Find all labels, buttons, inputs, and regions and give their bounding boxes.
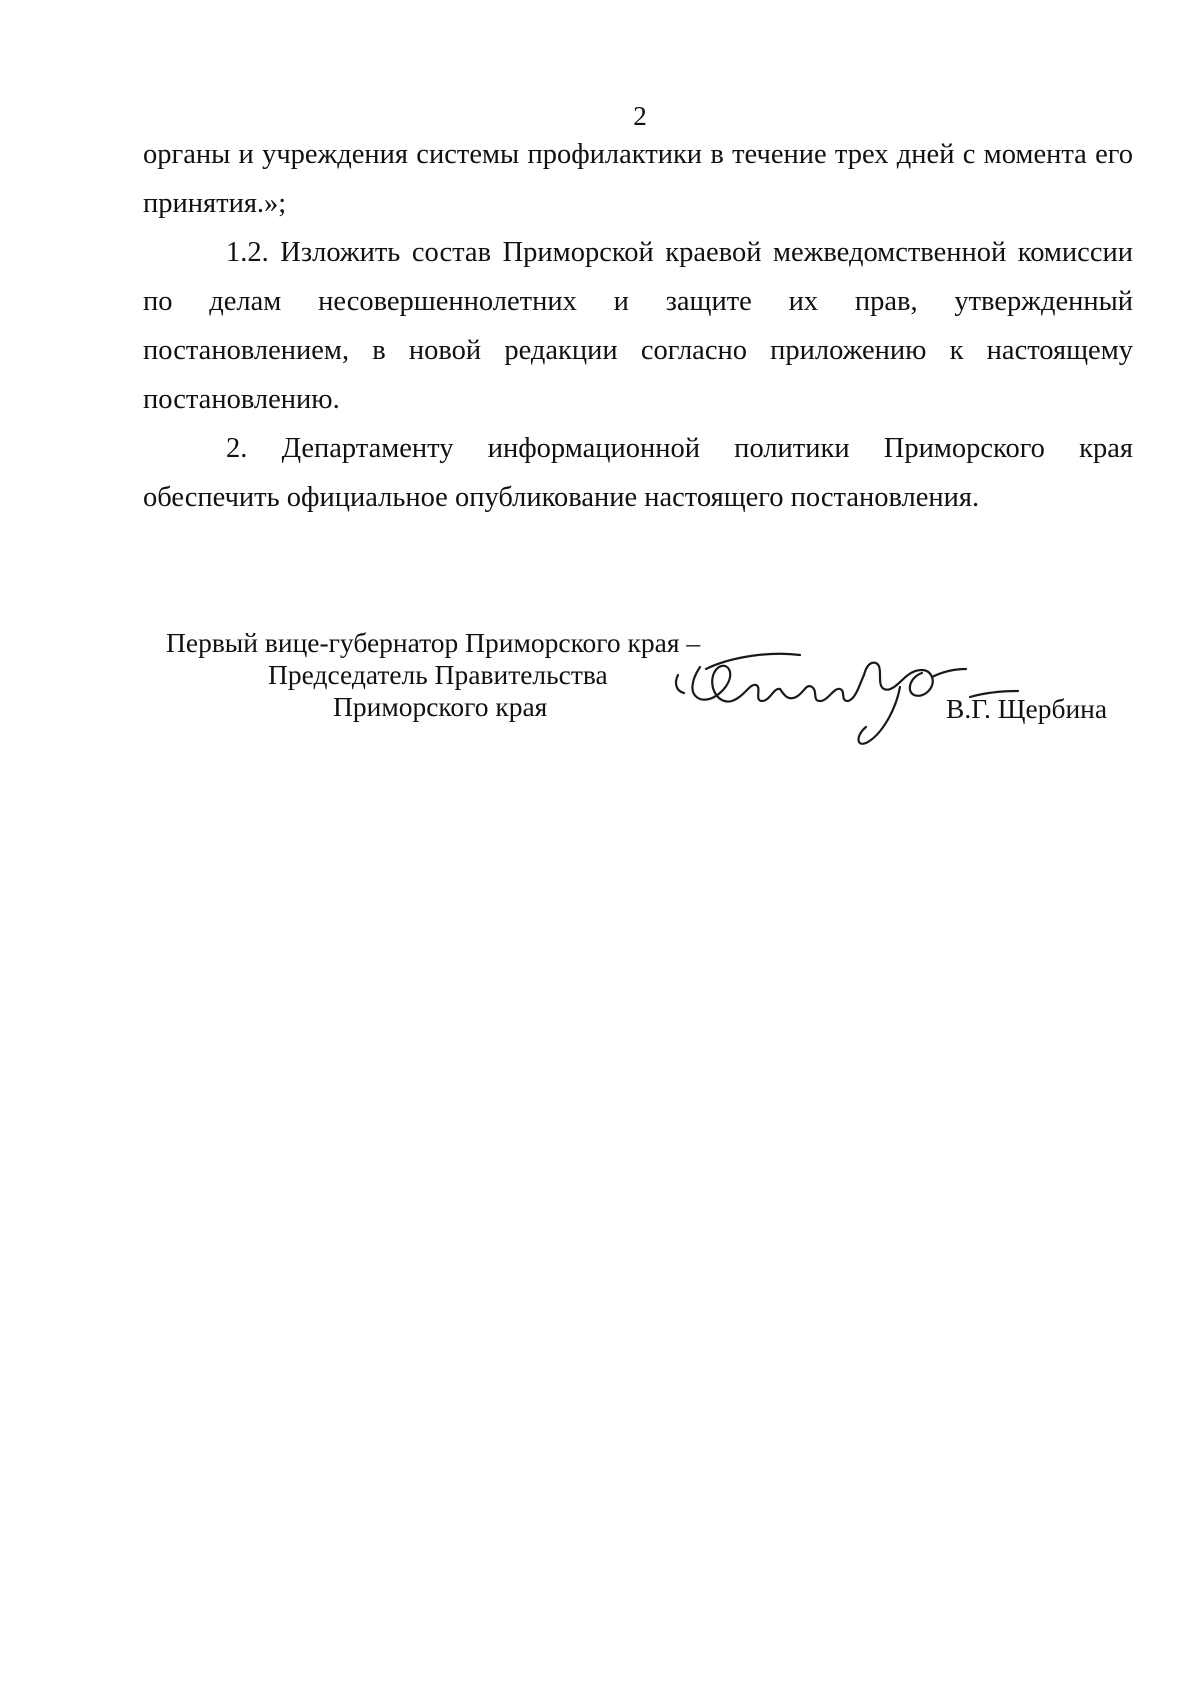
signature-block xyxy=(150,627,1140,767)
signatory-position-line-2: Председатель Правительства xyxy=(268,659,608,690)
signatory-position-line-3: Приморского края xyxy=(333,691,548,722)
paragraph-1-2: 1.2. Изложить состав Приморской краевой межведомственной комиссии по делам несовершеннолетних и защите их прав, утвержденный постановлением, в новой редакции согласно приложению к настоящему постановлению. xyxy=(143,237,1133,415)
paragraph-2: 2. Департаменту информационной политики Приморского края обеспечить официальное опубликование настоящего постановления. xyxy=(143,433,1133,513)
document-body xyxy=(143,130,1133,522)
page-number: 2 xyxy=(633,101,647,131)
signatory-position-line-1: Первый вице-губернатор Приморского края – xyxy=(166,627,701,658)
signatory-name: В.Г. Щербина xyxy=(946,693,1108,724)
paragraph-continuation: органы и учреждения системы профилактики в течение трех дней с момента его принятия.»; xyxy=(143,139,1133,219)
